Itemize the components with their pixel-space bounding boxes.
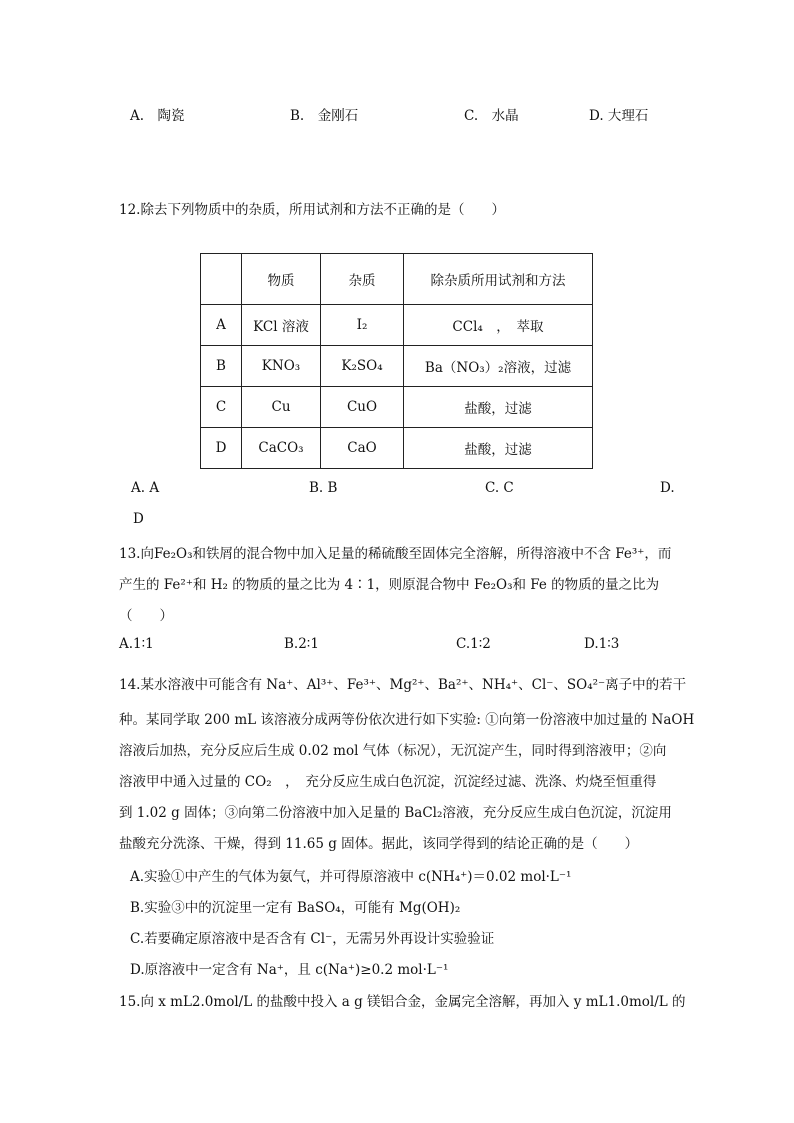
q14-line-3: 溶液后加热，充分反应后生成 0.02 mol 气体（标况），无沉淀产生，同时得到溶液甲；②向 bbox=[119, 743, 667, 759]
q14-line-6: 盐酸充分洗涤、干燥，得到 11.65 g 固体。据此，该同学得到的结论正确的是（ ） bbox=[119, 836, 639, 852]
table-row bbox=[201, 346, 593, 387]
impurity-cell: CaO bbox=[321, 428, 404, 469]
q12-option-d: D. bbox=[660, 480, 675, 496]
row-label: D bbox=[201, 428, 242, 469]
impurity-cell: I₂ bbox=[321, 305, 404, 346]
q13-line-1: 13.向Fe₂O₃和铁屑的混合物中加入足量的稀硫酸至固体完全溶解，所得溶液中不含 Fe³⁺，而 bbox=[119, 546, 672, 562]
method-cell: 盐酸，过滤 bbox=[404, 387, 593, 428]
q11-option-d: D. 大理石 bbox=[589, 108, 649, 124]
method-cell: CCl₄ ， 萃取 bbox=[404, 305, 593, 346]
q13-line-3: （ ） bbox=[119, 608, 173, 624]
q14-option-c: C.若要确定原溶液中是否含有 Cl⁻，无需另外再设计实验验证 bbox=[130, 931, 495, 947]
row-label: A bbox=[201, 305, 242, 346]
q13-option-c: C.1∶2 bbox=[456, 636, 491, 652]
table-row bbox=[201, 428, 593, 469]
table-header-cell bbox=[201, 254, 242, 305]
substance-cell: KCl 溶液 bbox=[242, 305, 321, 346]
row-label: B bbox=[201, 346, 242, 387]
q12-option-a: A. A bbox=[131, 480, 160, 496]
q14-option-d: D.原溶液中一定含有 Na⁺，且 c(Na⁺)≥0.2 mol·L⁻¹ bbox=[130, 962, 449, 978]
substance-cell: Cu bbox=[242, 387, 321, 428]
table-row bbox=[201, 387, 593, 428]
impurity-cell: CuO bbox=[321, 387, 404, 428]
q14-option-b: B.实验③中的沉淀里一定有 BaSO₄，可能有 Mg(OH)₂ bbox=[130, 900, 461, 916]
substance-cell: KNO₃ bbox=[242, 346, 321, 387]
q15-line-1: 15.向 x mL2.0mol/L 的盐酸中投入 a g 镁铝合金，金属完全溶解，再加入 y mL1.0mol/L 的 bbox=[119, 994, 686, 1010]
substance-cell: CaCO₃ bbox=[242, 428, 321, 469]
q11-option-c: C. 水晶 bbox=[464, 108, 519, 124]
q14-line-2: 种。某同学取 200 mL 该溶液分成两等份依次进行如下实验: ①向第一份溶液中加过量的 NaOH bbox=[119, 712, 695, 728]
q12-option-c: C. C bbox=[485, 480, 514, 496]
q13-line-2: 产生的 Fe²⁺和 H₂ 的物质的量之比为 4∶1，则原混合物中 Fe₂O₃和 Fe 的物质的量之比为 bbox=[119, 577, 660, 593]
q12-option-b: B. B bbox=[309, 480, 338, 496]
table-row bbox=[201, 305, 593, 346]
q14-line-1: 14.某水溶液中可能含有 Na⁺、Al³⁺、Fe³⁺、Mg²⁺、Ba²⁺、NH₄⁺、Cl⁻、SO₄²⁻离子中的若干 bbox=[119, 677, 687, 693]
q11-option-b: B. 金刚石 bbox=[290, 108, 359, 124]
q12-option-d-wrap: D bbox=[133, 511, 144, 527]
q13-option-a: A.1∶1 bbox=[119, 636, 154, 652]
q11-option-a: A. 陶瓷 bbox=[130, 108, 185, 124]
q14-line-5: 到 1.02 g 固体；③向第二份溶液中加入足量的 BaCl₂溶液，充分反应生成白色沉淀，沉淀用 bbox=[119, 805, 672, 821]
method-cell: Ba（NO₃）₂溶液，过滤 bbox=[404, 346, 593, 387]
table-header-cell: 除杂质所用试剂和方法 bbox=[404, 254, 593, 305]
method-cell: 盐酸，过滤 bbox=[404, 428, 593, 469]
q13-option-d: D.1∶3 bbox=[584, 636, 620, 652]
q14-line-4: 溶液甲中通入过量的 CO₂ ， 充分反应生成白色沉淀，沉淀经过滤、洗涤、灼烧至恒重得 bbox=[119, 774, 657, 790]
q13-option-b: B.2∶1 bbox=[284, 636, 319, 652]
q14-option-a: A.实验①中产生的气体为氨气，并可得原溶液中 c(NH₄⁺)＝0.02 mol·L⁻¹ bbox=[130, 869, 572, 885]
q12-table bbox=[200, 253, 593, 469]
row-label: C bbox=[201, 387, 242, 428]
table-header-cell: 杂质 bbox=[321, 254, 404, 305]
impurity-cell: K₂SO₄ bbox=[321, 346, 404, 387]
q12-stem: 12.除去下列物质中的杂质，所用试剂和方法不正确的是（ ） bbox=[119, 202, 505, 218]
table-header-cell: 物质 bbox=[242, 254, 321, 305]
table-header-row bbox=[201, 254, 593, 305]
